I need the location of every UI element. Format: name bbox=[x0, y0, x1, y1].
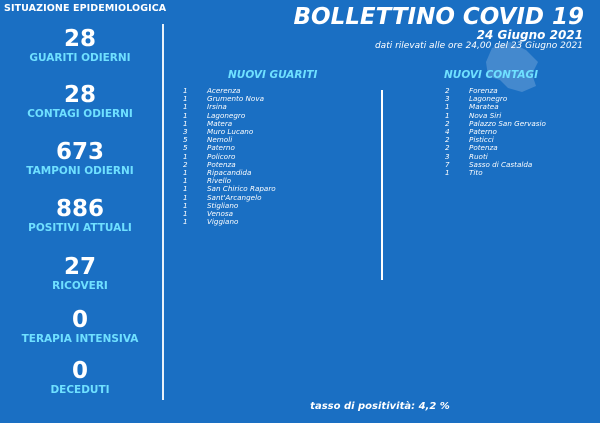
guariti-list bbox=[183, 87, 276, 226]
town: Stigliano bbox=[207, 200, 239, 210]
count: 2 bbox=[183, 159, 188, 169]
count: 2 bbox=[445, 118, 450, 128]
guariti-heading: NUOVI GUARITI bbox=[228, 69, 318, 81]
contagi-heading: NUOVI CONTAGI bbox=[444, 69, 538, 81]
stat-value: 886 bbox=[55, 196, 104, 222]
town: Palazzo San Gervasio bbox=[469, 118, 546, 128]
town: Ruoti bbox=[469, 151, 488, 161]
town: Paterno bbox=[469, 127, 497, 137]
town: Paterno bbox=[207, 143, 235, 153]
count: 7 bbox=[445, 159, 450, 169]
stat-terapia-intensiva bbox=[0, 307, 160, 345]
stat-value: 28 bbox=[63, 26, 96, 52]
count: 1 bbox=[445, 110, 450, 120]
town: Viggiano bbox=[207, 217, 239, 227]
town: Tito bbox=[469, 168, 483, 178]
count: 5 bbox=[183, 135, 188, 145]
count: 1 bbox=[183, 151, 188, 161]
town: Forenza bbox=[469, 86, 498, 95]
stat-label: TERAPIA INTENSIVA bbox=[21, 333, 139, 345]
town: Potenza bbox=[207, 159, 236, 169]
count: 1 bbox=[183, 86, 188, 95]
stat-value: 27 bbox=[63, 254, 96, 280]
list-item bbox=[445, 128, 546, 136]
list-item bbox=[183, 95, 276, 103]
stat-ricoveri bbox=[0, 254, 160, 292]
stat-contagi bbox=[0, 82, 160, 120]
town: Maratea bbox=[469, 102, 499, 112]
count: 3 bbox=[445, 94, 450, 104]
stat-label: GUARITI ODIERNI bbox=[29, 52, 131, 64]
stat-value: 28 bbox=[63, 82, 96, 108]
count: 1 bbox=[183, 102, 188, 112]
count: 3 bbox=[183, 127, 188, 137]
town: Irsina bbox=[207, 102, 227, 112]
count: 1 bbox=[183, 110, 188, 120]
town: Rivello bbox=[207, 176, 232, 186]
count: 1 bbox=[183, 200, 188, 210]
town: Acerenza bbox=[207, 86, 241, 95]
positivity-rate bbox=[0, 401, 600, 412]
stat-value: 673 bbox=[55, 139, 104, 165]
stat-label: DECEDUTI bbox=[50, 384, 110, 396]
town: Lagonegro bbox=[207, 110, 246, 120]
count: 1 bbox=[183, 94, 188, 104]
count: 1 bbox=[183, 192, 188, 202]
divider-middle bbox=[381, 90, 383, 280]
stat-guariti bbox=[0, 26, 160, 64]
divider-left bbox=[162, 24, 164, 400]
section-title: SITUAZIONE EPIDEMIOLOGICA bbox=[4, 3, 167, 14]
count: 5 bbox=[183, 143, 188, 153]
page-title: BOLLETTINO COVID 19 bbox=[293, 4, 584, 30]
count: 4 bbox=[445, 127, 450, 137]
town: Nemoli bbox=[207, 135, 233, 145]
town: Pisticci bbox=[469, 135, 494, 145]
count: 2 bbox=[445, 86, 450, 95]
count: 1 bbox=[445, 168, 450, 178]
town: Grumento Nova bbox=[207, 94, 264, 104]
count: 1 bbox=[183, 184, 188, 194]
town: Sant'Arcangelo bbox=[207, 192, 262, 202]
stat-label: TAMPONI ODIERNI bbox=[26, 165, 134, 177]
positivity-text: tasso di positività: 4,2 % bbox=[310, 401, 450, 412]
count: 1 bbox=[183, 209, 188, 219]
town: Nova Siri bbox=[469, 110, 502, 120]
count: 1 bbox=[183, 176, 188, 186]
data-timestamp: dati rilevati alle ore 24,00 del 23 Giugno 2021 bbox=[374, 41, 583, 51]
town: Potenza bbox=[469, 143, 498, 153]
stat-label: CONTAGI ODIERNI bbox=[27, 108, 133, 120]
contagi-list bbox=[445, 87, 546, 177]
count: 2 bbox=[445, 135, 450, 145]
stat-value: 0 bbox=[71, 358, 88, 384]
list-item bbox=[445, 161, 546, 169]
count: 1 bbox=[183, 217, 188, 227]
count: 2 bbox=[445, 143, 450, 153]
stat-deceduti bbox=[0, 358, 160, 396]
town: San Chirico Raparo bbox=[207, 184, 276, 194]
stat-label: POSITIVI ATTUALI bbox=[28, 222, 132, 234]
town: Matera bbox=[207, 118, 233, 128]
list-item bbox=[183, 218, 276, 226]
stat-label: RICOVERI bbox=[52, 280, 108, 292]
stat-value: 0 bbox=[71, 307, 88, 333]
list-item bbox=[445, 169, 546, 177]
list-item bbox=[445, 144, 546, 152]
count: 3 bbox=[445, 151, 450, 161]
town: Sasso di Castalda bbox=[469, 159, 533, 169]
stat-positivi bbox=[0, 196, 160, 234]
town: Venosa bbox=[207, 209, 234, 219]
count: 1 bbox=[183, 118, 188, 128]
stat-tamponi bbox=[0, 139, 160, 177]
town: Lagonegro bbox=[469, 94, 508, 104]
count: 1 bbox=[445, 102, 450, 112]
count: 1 bbox=[183, 168, 188, 178]
town: Policoro bbox=[207, 151, 236, 161]
town: Ripacandida bbox=[207, 168, 252, 178]
bulletin-date: 24 Giugno 2021 bbox=[476, 28, 583, 42]
town: Muro Lucano bbox=[207, 127, 254, 137]
